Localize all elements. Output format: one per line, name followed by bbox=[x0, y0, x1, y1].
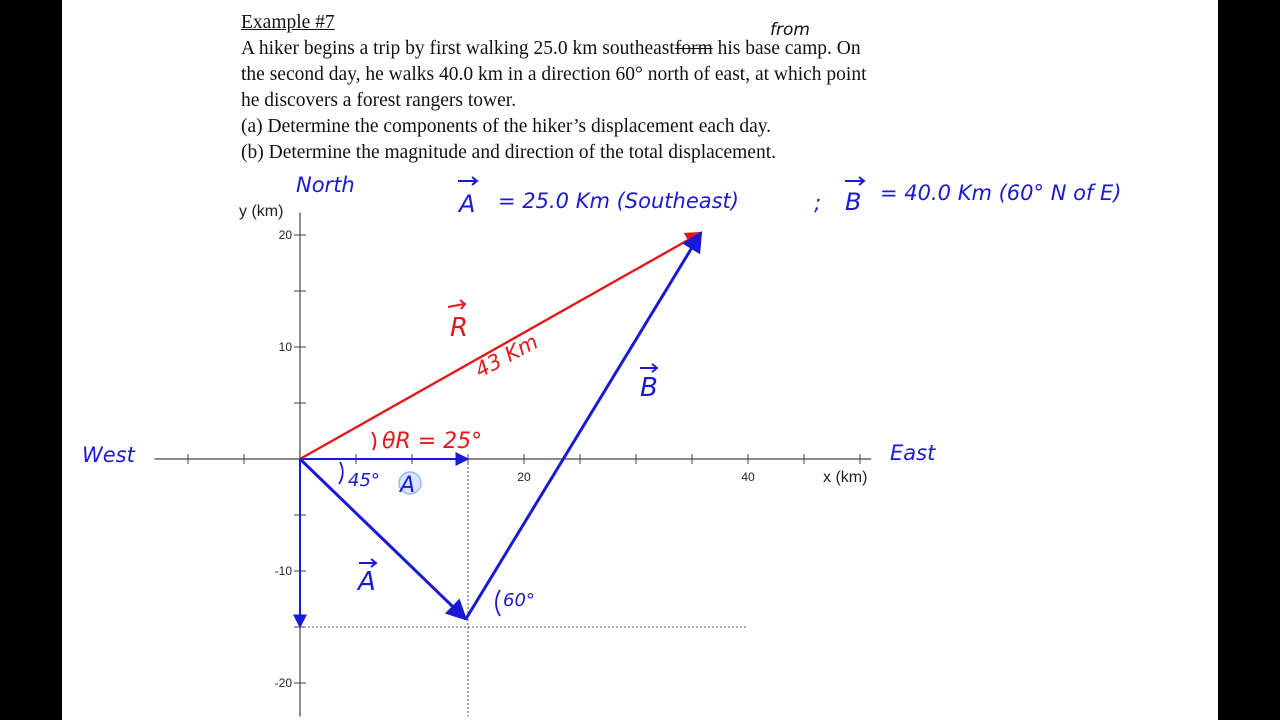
y-tick-label: 20 bbox=[278, 228, 292, 242]
angle-45-label: 45° bbox=[348, 470, 380, 491]
component-a-label: A bbox=[400, 473, 416, 498]
vector-r-label bbox=[448, 300, 468, 343]
resultant-magnitude-label: 43 Km bbox=[471, 329, 543, 383]
angle-arc-theta-r bbox=[372, 432, 375, 450]
vector-b bbox=[466, 233, 701, 619]
y-tick-label: 10 bbox=[278, 340, 292, 354]
problem-line-1-end: his base camp. On bbox=[712, 38, 861, 59]
axes bbox=[154, 203, 871, 717]
givens-a-symbol: A bbox=[459, 190, 476, 218]
theta-r-label: θR = 25° bbox=[382, 429, 483, 454]
problem-heading: Example #7 bbox=[241, 12, 335, 33]
vector-a-label bbox=[356, 559, 376, 597]
x-tick-label: 40 bbox=[741, 470, 755, 484]
vector-r-symbol: R bbox=[450, 313, 469, 343]
north-label: North bbox=[296, 173, 355, 197]
givens-annotation bbox=[457, 177, 1121, 218]
givens-b-value: = 40.0 Km (60° N of E) bbox=[880, 181, 1122, 205]
angle-60-label: 60° bbox=[503, 590, 535, 611]
vector-diagram bbox=[62, 0, 1218, 720]
lecture-page bbox=[62, 0, 1218, 720]
angle-arc-45 bbox=[339, 462, 343, 484]
vector-b-label bbox=[640, 364, 658, 403]
angle-arc-60 bbox=[496, 590, 500, 616]
east-label: East bbox=[890, 441, 936, 465]
struck-word: form bbox=[674, 38, 713, 59]
y-tick-label: -10 bbox=[274, 564, 292, 578]
problem-part-a: (a) Determine the components of the hiker’s displacement each day. bbox=[241, 116, 772, 137]
vector-a bbox=[300, 459, 466, 619]
problem-part-b: (b) Determine the magnitude and direction of the total displacement. bbox=[241, 142, 776, 163]
handwritten-correction: from bbox=[770, 20, 810, 40]
x-axis-title: x (km) bbox=[823, 469, 868, 486]
givens-a-value: = 25.0 Km (Southeast) bbox=[498, 189, 739, 213]
givens-separator: ; bbox=[814, 191, 822, 215]
vector-a-symbol: A bbox=[358, 567, 376, 597]
x-tick-label: 20 bbox=[517, 470, 531, 484]
givens-b-symbol: B bbox=[845, 188, 862, 216]
y-axis-title: y (km) bbox=[239, 203, 284, 220]
problem-line-3: he discovers a forest rangers tower. bbox=[241, 90, 517, 111]
y-tick-label: -20 bbox=[274, 676, 292, 690]
vector-b-symbol: B bbox=[640, 373, 658, 403]
west-label: West bbox=[82, 443, 135, 467]
problem-line-1: A hiker begins a trip by first walking 25.0 km southeast bbox=[241, 38, 675, 59]
problem-line-2: the second day, he walks 40.0 km in a direction 60° north of east, at which point bbox=[241, 64, 867, 85]
